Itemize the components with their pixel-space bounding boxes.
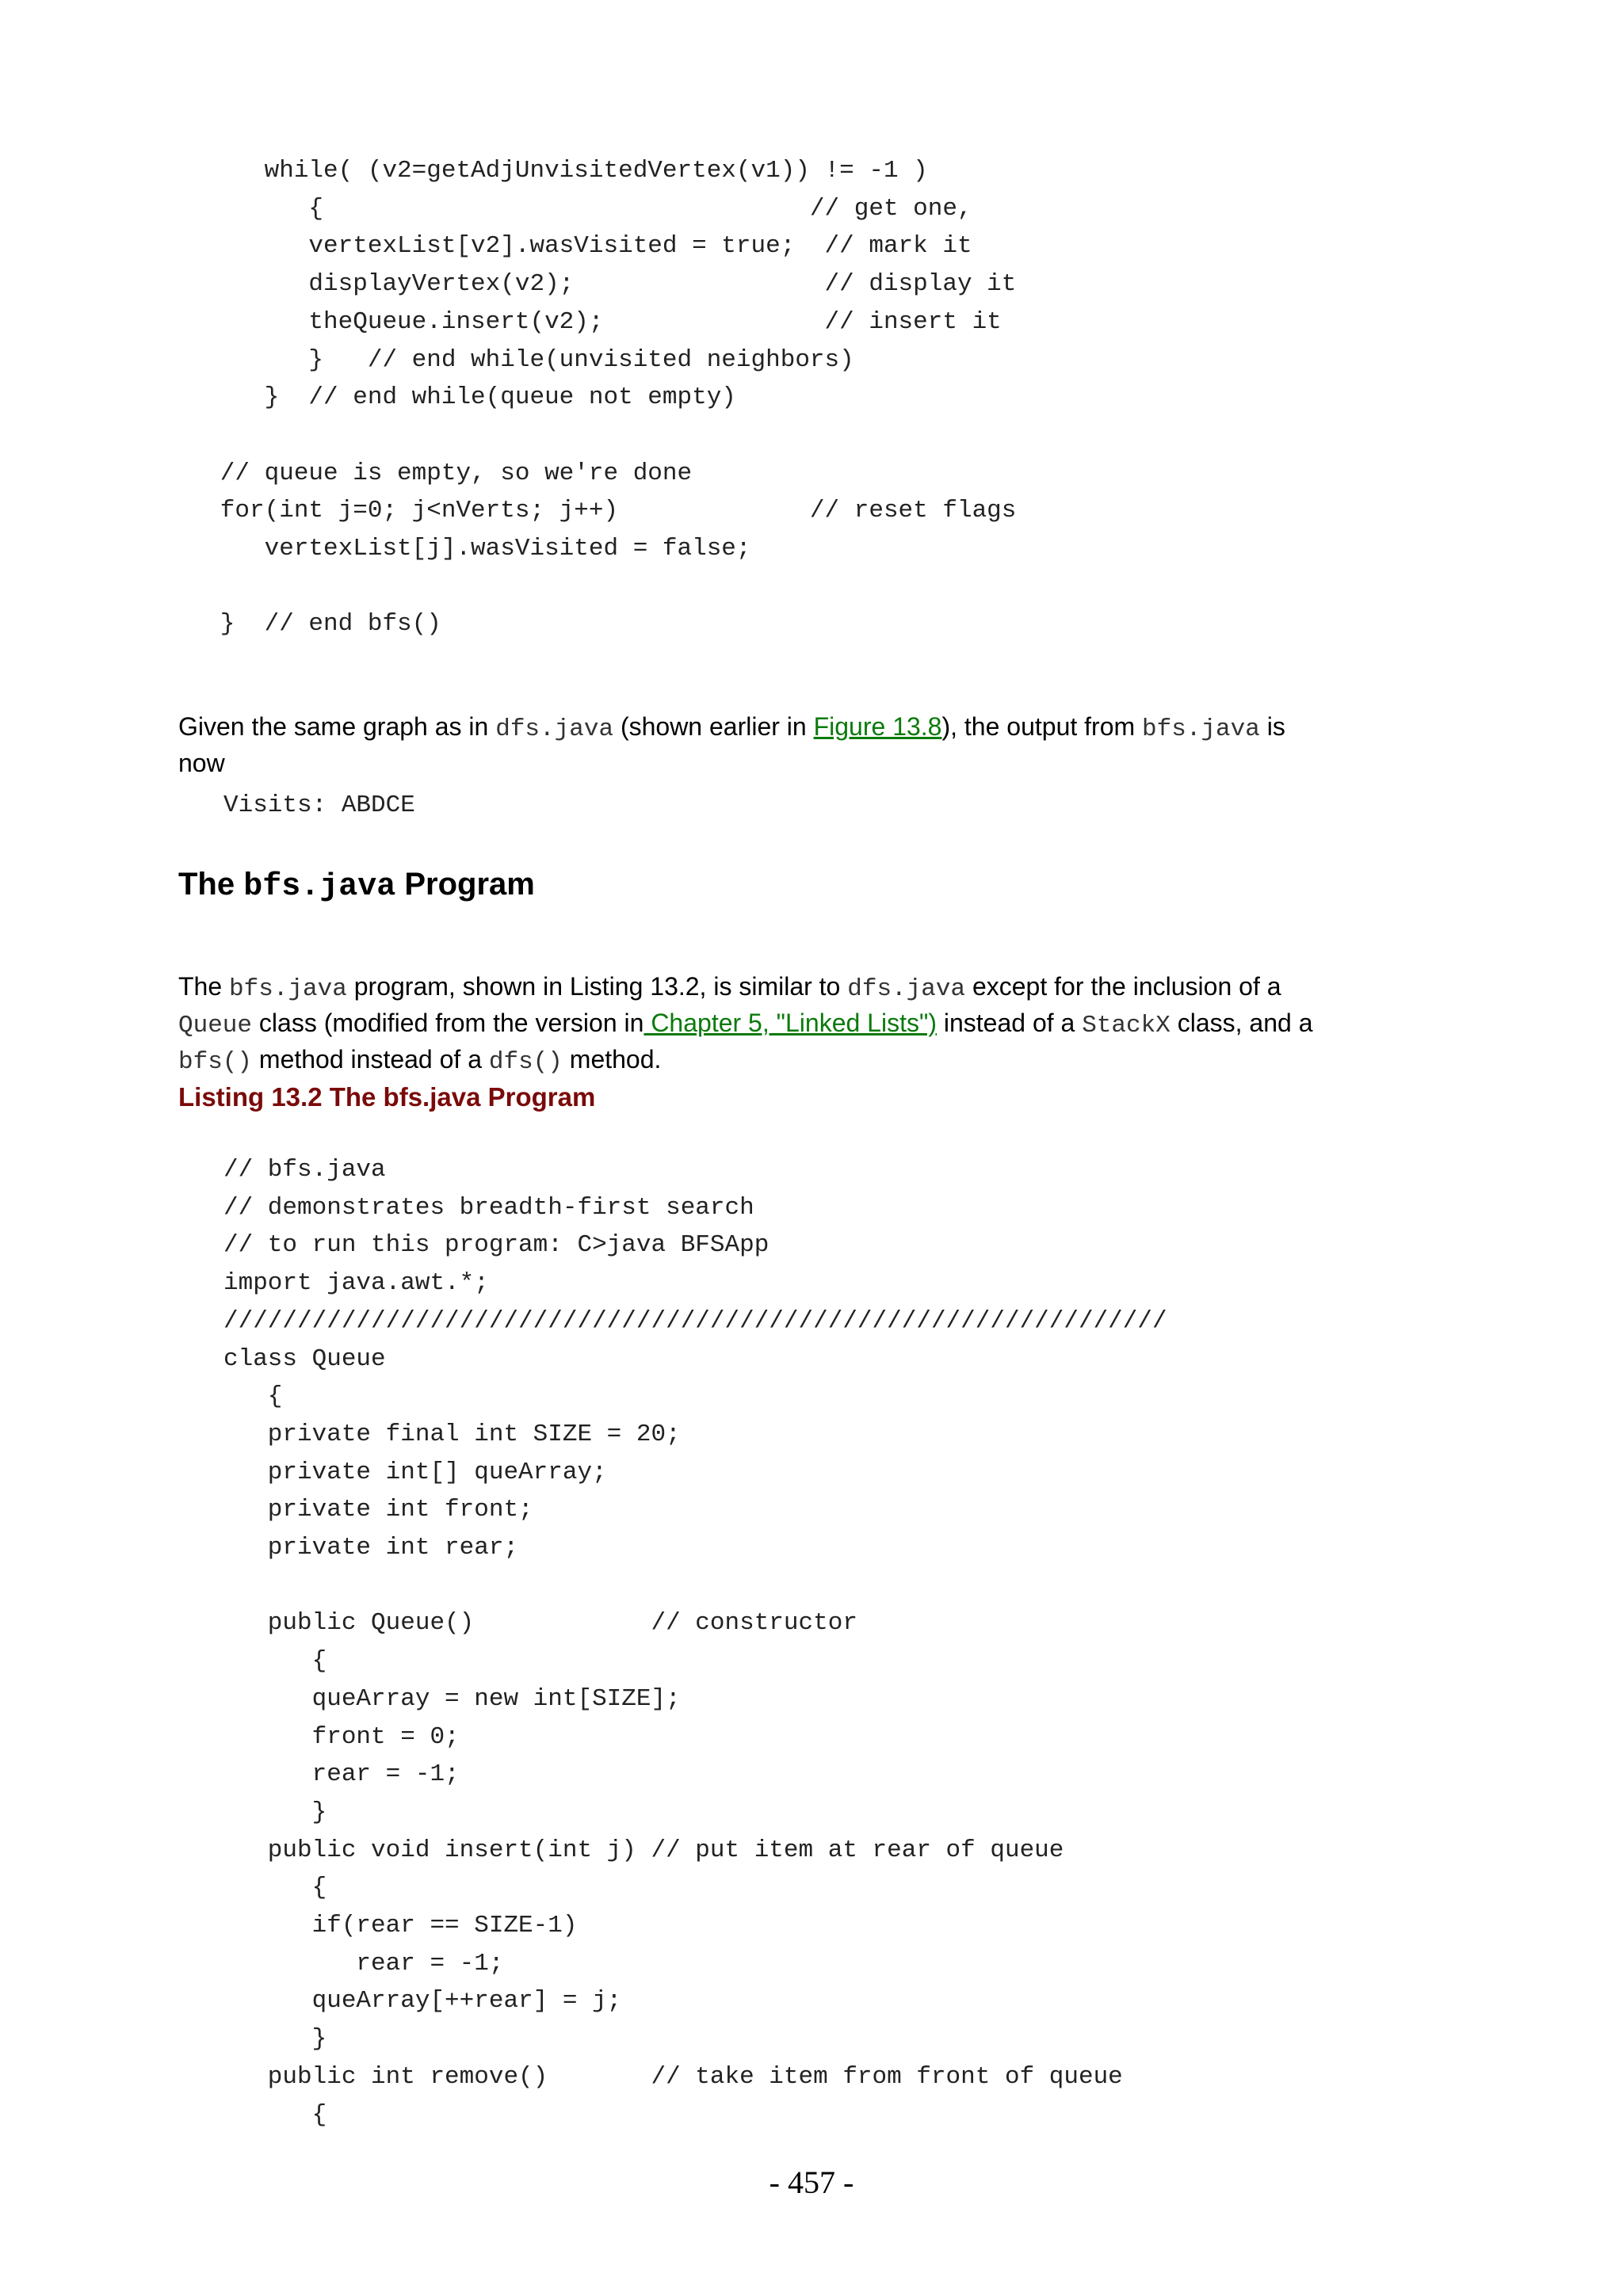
inline-code-bfs-java: bfs.java xyxy=(1142,715,1260,743)
inline-code-bfs-java: bfs.java xyxy=(229,975,347,1003)
paragraph-output-intro xyxy=(178,710,1319,780)
heading-text: Program xyxy=(395,867,535,902)
link-chapter-5[interactable]: Chapter 5, "Linked Lists") xyxy=(643,1009,937,1037)
text-span: (shown earlier in xyxy=(613,712,814,741)
code-block-bfs-end: while( (v2=getAdjUnvisitedVertex(v1)) != -1 ) { // get one, vertexList[v2].wasVisited = true; // mark it displayVertex(v2); // display it theQueue.insert(v2); // insert it } // end while(unvisited neighbors) } // end while(queue not empty) // queue is empty, so we're done for(int j=0; j<nVerts; j++) // reset flags vertexList[j].wasVisited = false; } // end bfs() xyxy=(220,157,1017,639)
inline-code-dfs-java: dfs.java xyxy=(847,975,966,1003)
text-span: The xyxy=(178,972,230,1001)
section-heading xyxy=(178,864,535,908)
page-number: - 457 - xyxy=(769,2164,854,2200)
inline-code-dfs-java: dfs.java xyxy=(495,715,614,743)
heading-code: bfs.java xyxy=(243,869,396,905)
inline-code-queue: Queue xyxy=(178,1012,253,1039)
text-span: ), the output from xyxy=(941,712,1143,741)
text-span: method instead of a xyxy=(252,1045,489,1074)
heading-text: The xyxy=(178,867,244,902)
text-span: program, shown in Listing 13.2, is similar to xyxy=(346,972,848,1001)
text-span: method. xyxy=(562,1045,662,1074)
inline-code-dfs-method: dfs() xyxy=(488,1048,563,1076)
text-span: Given the same graph as in xyxy=(178,712,496,741)
program-output: Visits: ABDCE xyxy=(223,791,415,819)
text-span: class, and a xyxy=(1170,1009,1313,1037)
paragraph-program-description xyxy=(178,970,1319,1079)
link-figure-13-8[interactable]: Figure 13.8 xyxy=(813,712,942,741)
text-span: class (modified from the version in xyxy=(252,1009,644,1037)
listing-caption: Listing 13.2 The bfs.java Program xyxy=(178,1082,596,1112)
text-span: except for the inclusion of a xyxy=(965,972,1281,1001)
code-listing-bfs-java: // bfs.java // demonstrates breadth-first search // to run this program: C>java BFSApp import java.awt.*; //////////////////////////////////////////////////////////////// class Queue { private final int SIZE = 20; private int[] queArray; private int front; private int rear; public Queue() // constructor { queArray = new int[SIZE]; front = 0; rear = -1; } public void insert(int j) // put item at rear of queue { if(rear == SIZE-1) rear = -1; queArray[++rear] = j; } public int remove() // take item from front of queue { xyxy=(223,1156,1167,2129)
inline-code-stackx: StackX xyxy=(1082,1012,1170,1039)
text-span: is now xyxy=(178,712,1285,777)
text-span: instead of a xyxy=(936,1009,1083,1037)
inline-code-bfs-method: bfs() xyxy=(178,1048,253,1076)
